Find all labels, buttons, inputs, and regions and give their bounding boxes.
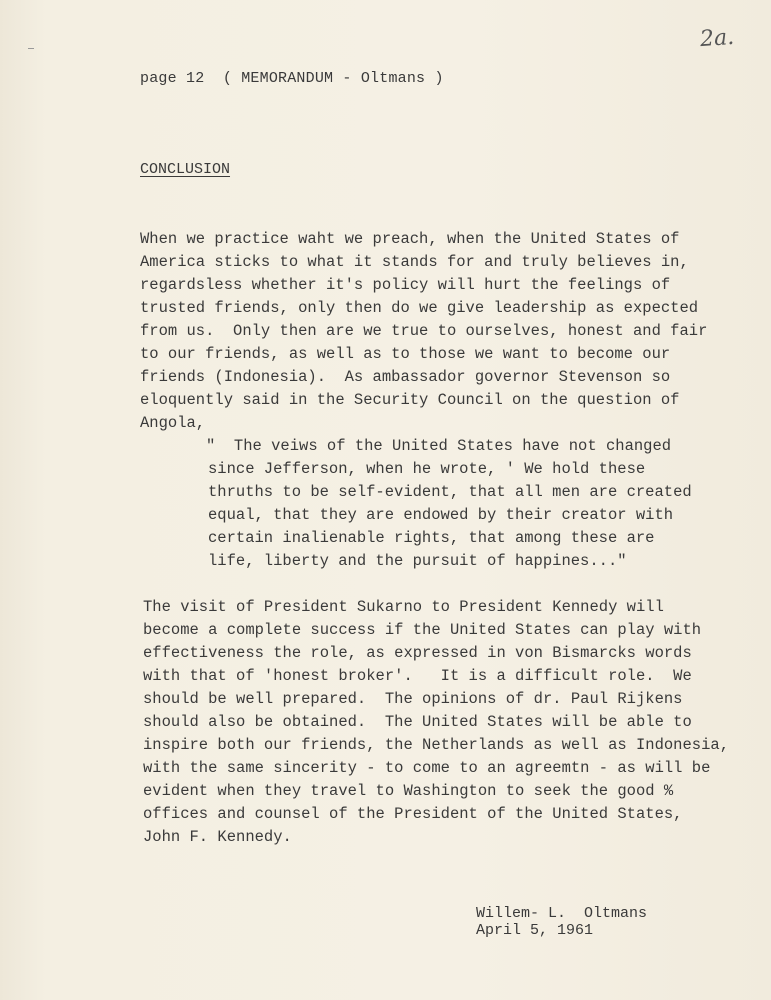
signature-name: Willem- L. Oltmans [476, 905, 648, 922]
text-line: effectiveness the role, as expressed in von Bismarcks words [143, 644, 692, 662]
text-line: friends (Indonesia). As ambassador governor Stevenson so [140, 368, 671, 386]
text-line: to our friends, as well as to those we want to become our [140, 345, 671, 363]
text-line: should also be obtained. The United States will be able to [143, 713, 692, 731]
handwritten-page-mark: 2a. [699, 24, 735, 53]
quote-line: certain inalienable rights, that among these are [208, 529, 655, 547]
text-line: The visit of President Sukarno to President Kennedy will [143, 598, 664, 616]
text-line: with the same sincerity - to come to an agreemtn - as will be [143, 759, 711, 777]
signature-date: April 5, 1961 [476, 922, 594, 939]
text-line: with that of 'honest broker'. It is a difficult role. We [143, 667, 692, 685]
text-line: regardsless whether it's policy will hurt the feelings of [140, 276, 671, 294]
text-line: When we practice waht we preach, when the United States of [140, 230, 680, 248]
text-line: inspire both our friends, the Netherlands as well as Indonesia, [143, 736, 729, 754]
text-line: offices and counsel of the President of the United States, [143, 805, 683, 823]
quote-line: thruths to be self-evident, that all men are created [208, 483, 692, 501]
text-line: evident when they travel to Washington to seek the good % [143, 782, 674, 800]
quote-line: since Jefferson, when he wrote, ' We hold these [208, 460, 646, 478]
text-line: become a complete success if the United States can play with [143, 621, 702, 639]
text-line: from us. Only then are we true to ourselves, honest and fair [140, 322, 708, 340]
text-line: eloquently said in the Security Council on the question of [140, 391, 680, 409]
page-header: page 12 ( MEMORANDUM - Oltmans ) [140, 70, 444, 87]
quote-line: life, liberty and the pursuit of happines..." [208, 552, 627, 570]
text-line: trusted friends, only then do we give leadership as expected [140, 299, 699, 317]
paper-mark [28, 48, 34, 49]
quote-line: " The veiws of the United States have not changed [206, 437, 672, 455]
section-heading: CONCLUSION [140, 161, 231, 178]
quote-line: equal, that they are endowed by their creator with [208, 506, 674, 524]
text-line: should be well prepared. The opinions of dr. Paul Rijkens [143, 690, 683, 708]
text-line: America sticks to what it stands for and truly believes in, [140, 253, 689, 271]
text-line: John F. Kennedy. [143, 828, 292, 846]
text-line: Angola, [140, 414, 206, 432]
